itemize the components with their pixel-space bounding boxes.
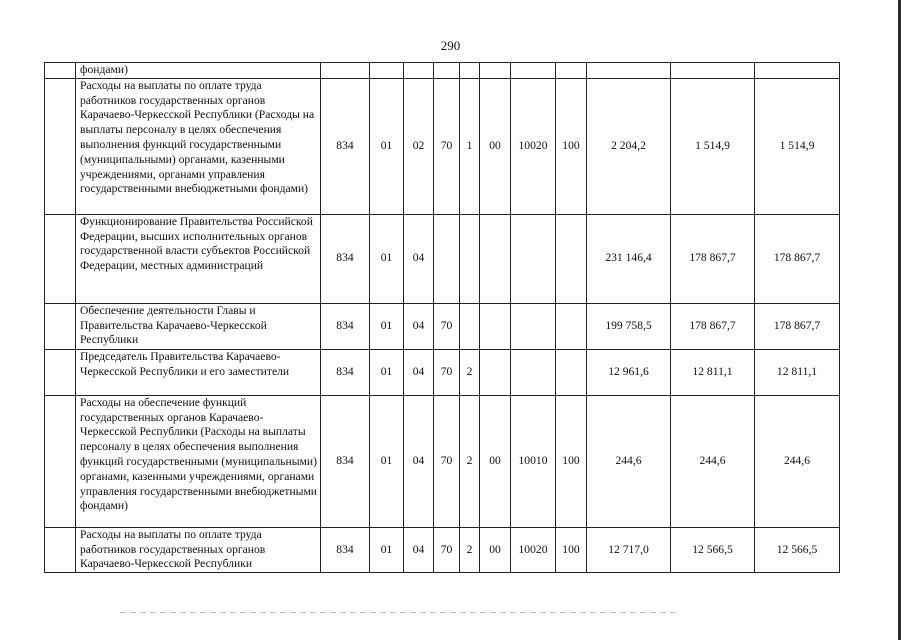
subprogram-code [460,303,480,349]
grbs-code: 834 [321,527,370,572]
program-code: 70 [434,303,460,349]
blank-cell [45,63,76,79]
blank-cell [45,303,76,349]
item-name: Расходы на обеспечение функций государственных органов Карачаево-Черкесской Республики (Расходы на выплаты персоналу в целях обеспечения выполнения функций государственными (муниципальными) органами, казенными учреждениями, органами управления государственными внебюджетными фондами) [76,395,321,527]
direction-code [480,303,511,349]
grbs-code: 834 [321,395,370,527]
section-code: 01 [370,395,404,527]
blank-cell [45,349,76,395]
program-code: 70 [434,395,460,527]
program-code: 70 [434,527,460,572]
subsection-code: 04 [404,303,434,349]
subsection-code: 04 [404,349,434,395]
expense-code [511,63,556,79]
grbs-code: 834 [321,303,370,349]
amount-year-1: 199 758,5 [587,303,671,349]
section-code: 01 [370,303,404,349]
direction-code: 00 [480,527,511,572]
section-code: 01 [370,78,404,214]
grbs-code: 834 [321,214,370,303]
table-row [45,527,840,572]
amount-year-2: 178 867,7 [671,303,755,349]
section-code [370,63,404,79]
expense-type-code [556,349,587,395]
amount-year-3: 244,6 [755,395,840,527]
blank-cell [45,527,76,572]
table-row [45,349,840,395]
expense-type-code: 100 [556,78,587,214]
item-name: Функционирование Правительства Российской Федерации, высших исполнительных органов государственной власти субъектов Российской Федерации, местных администраций [76,214,321,303]
amount-year-3 [755,63,840,79]
subprogram-code [460,214,480,303]
amount-year-2: 12 811,1 [671,349,755,395]
expense-code [511,303,556,349]
table-row [45,214,840,303]
amount-year-2: 1 514,9 [671,78,755,214]
amount-year-2: 178 867,7 [671,214,755,303]
direction-code [480,214,511,303]
grbs-code: 834 [321,78,370,214]
expense-code: 10010 [511,395,556,527]
expense-code [511,349,556,395]
direction-code [480,63,511,79]
amount-year-3: 178 867,7 [755,303,840,349]
subsection-code: 02 [404,78,434,214]
blank-cell [45,214,76,303]
section-code: 01 [370,349,404,395]
expense-type-code [556,214,587,303]
expense-type-code: 100 [556,527,587,572]
blank-cell [45,78,76,214]
amount-year-1: 12 961,6 [587,349,671,395]
expense-code: 10020 [511,527,556,572]
expense-type-code [556,63,587,79]
amount-year-1 [587,63,671,79]
amount-year-2: 244,6 [671,395,755,527]
amount-year-3: 1 514,9 [755,78,840,214]
amount-year-3: 12 566,5 [755,527,840,572]
table-row [45,78,840,214]
program-code: 70 [434,349,460,395]
program-code: 70 [434,78,460,214]
subsection-code: 04 [404,395,434,527]
grbs-code [321,63,370,79]
amount-year-3: 12 811,1 [755,349,840,395]
expense-code: 10020 [511,78,556,214]
scan-artifact [120,612,680,613]
grbs-code: 834 [321,349,370,395]
amount-year-1: 2 204,2 [587,78,671,214]
subsection-code [404,63,434,79]
amount-year-2: 12 566,5 [671,527,755,572]
subprogram-code [460,63,480,79]
subprogram-code: 1 [460,78,480,214]
direction-code [480,349,511,395]
subprogram-code: 2 [460,527,480,572]
item-name: Расходы на выплаты по оплате труда работников государственных органов Карачаево-Черкесской Республики (Расходы на выплаты персоналу в целях обеспечения выполнения функций государственными (муниципальными) органами, казенными учреждениями, органами управления государственными внебюджетными фондами) [76,78,321,214]
item-name: Председатель Правительства Карачаево-Черкесской Республики и его заместители [76,349,321,395]
budget-table [44,62,840,573]
program-code [434,214,460,303]
table-body [45,63,840,573]
table-row [45,395,840,527]
table-row [45,63,840,79]
blank-cell [45,395,76,527]
amount-year-1: 244,6 [587,395,671,527]
amount-year-3: 178 867,7 [755,214,840,303]
subsection-code: 04 [404,527,434,572]
subprogram-code: 2 [460,395,480,527]
amount-year-1: 231 146,4 [587,214,671,303]
item-name: Обеспечение деятельности Главы и Правительства Карачаево-Черкесской Республики [76,303,321,349]
section-code: 01 [370,527,404,572]
subsection-code: 04 [404,214,434,303]
expense-code [511,214,556,303]
table-row [45,303,840,349]
expense-type-code [556,303,587,349]
program-code [434,63,460,79]
subprogram-code: 2 [460,349,480,395]
page-number: 290 [440,38,461,53]
expense-type-code: 100 [556,395,587,527]
direction-code: 00 [480,78,511,214]
direction-code: 00 [480,395,511,527]
item-name: фондами) [76,63,321,79]
amount-year-1: 12 717,0 [587,527,671,572]
section-code: 01 [370,214,404,303]
item-name: Расходы на выплаты по оплате труда работников государственных органов Карачаево-Черкесской Республики [76,527,321,572]
amount-year-2 [671,63,755,79]
